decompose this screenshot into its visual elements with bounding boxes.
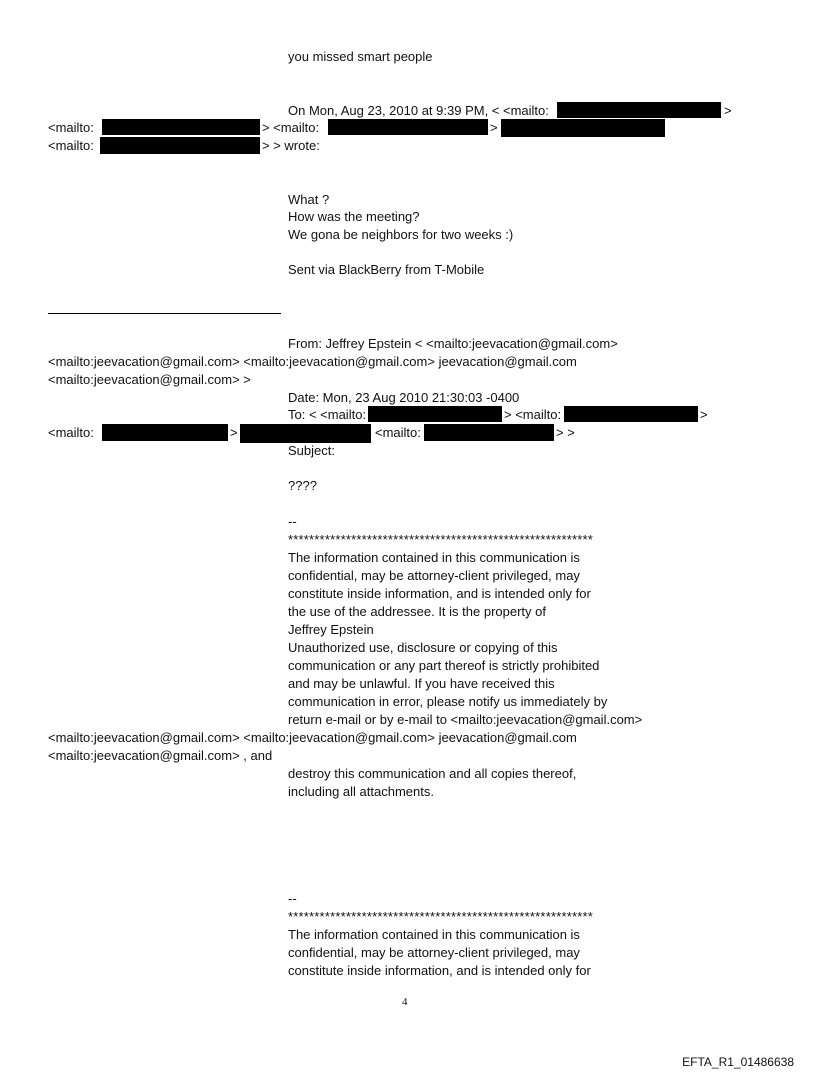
to-line-text: <mailto: <box>48 425 94 440</box>
to-line-text: > > <box>556 425 575 440</box>
disclaimer-line: constitute inside information, and is intended only for <box>288 586 591 601</box>
redaction-box <box>102 119 260 135</box>
quote-header-line: On Mon, Aug 23, 2010 at 9:39 PM, < <mailto: <box>288 103 549 118</box>
disclaimer-line: communication in error, please notify us immediately by <box>288 694 608 709</box>
redaction-box <box>424 424 554 441</box>
disclaimer-line: Jeffrey Epstein <box>288 622 374 637</box>
quote-header-text: > <mailto: <box>262 120 320 135</box>
signature-line: Sent via BlackBerry from T-Mobile <box>288 262 485 277</box>
subject-line: Subject: <box>288 443 335 458</box>
to-line-text: <mailto: <box>375 425 421 440</box>
redaction-box <box>368 406 502 422</box>
quote-header-text: > > wrote: <box>262 138 320 153</box>
body-line: ???? <box>288 478 317 493</box>
from-line-cont: <mailto:jeevacation@gmail.com> <mailto:jeevacation@gmail.com> jeevacation@gmail.com <box>48 354 577 369</box>
disclaimer-line: communication or any part thereof is strictly prohibited <box>288 658 600 673</box>
quote-header-text: <mailto: <box>48 138 94 153</box>
quote-header-text: > <box>490 120 498 135</box>
to-line: To: < <mailto: <box>288 407 367 422</box>
bates-number: EFTA_R1_01486638 <box>682 1055 794 1069</box>
disclaimer-line: <mailto:jeevacation@gmail.com> , and <box>48 748 273 763</box>
asterisk-rule: ********************************************************** <box>288 909 594 924</box>
sig-separator: -- <box>288 891 297 906</box>
sig-separator: -- <box>288 514 297 529</box>
asterisk-rule: ********************************************************** <box>288 532 594 547</box>
body-line: We gona be neighbors for two weeks :) <box>288 227 514 242</box>
disclaimer-line: return e-mail or by e-mail to <mailto:jeevacation@gmail.com> <box>288 712 643 727</box>
disclaimer-line: confidential, may be attorney-client privileged, may <box>288 945 580 960</box>
quote-header-text: > <box>724 103 732 118</box>
disclaimer-line: the use of the addressee. It is the property of <box>288 604 546 619</box>
from-line-cont: <mailto:jeevacation@gmail.com> > <box>48 372 251 387</box>
to-line-text: > <box>700 407 708 422</box>
page-number: 4 <box>402 996 408 1008</box>
disclaimer-line: constitute inside information, and is intended only for <box>288 963 591 978</box>
redaction-box <box>328 119 488 135</box>
body-line: What ? <box>288 192 330 207</box>
disclaimer-line: including all attachments. <box>288 784 434 799</box>
body-line: you missed smart people <box>288 49 433 64</box>
disclaimer-line: and may be unlawful. If you have received this <box>288 676 555 691</box>
separator-rule <box>48 313 281 314</box>
disclaimer-line: <mailto:jeevacation@gmail.com> <mailto:jeevacation@gmail.com> jeevacation@gmail.com <box>48 730 577 745</box>
date-line: Date: Mon, 23 Aug 2010 21:30:03 -0400 <box>288 390 520 405</box>
disclaimer-line: Unauthorized use, disclosure or copying of this <box>288 640 558 655</box>
disclaimer-line: confidential, may be attorney-client privileged, may <box>288 568 580 583</box>
redaction-box <box>501 119 665 137</box>
redaction-box <box>102 424 228 441</box>
to-line-text: > <mailto: <box>504 407 562 422</box>
from-line: From: Jeffrey Epstein < <mailto:jeevacation@gmail.com> <box>288 336 618 351</box>
body-line: How was the meeting? <box>288 209 420 224</box>
disclaimer-line: The information contained in this communication is <box>288 550 580 565</box>
redaction-box <box>240 424 371 443</box>
disclaimer-line: The information contained in this communication is <box>288 927 580 942</box>
quote-header-text: <mailto: <box>48 120 94 135</box>
disclaimer-line: destroy this communication and all copies thereof, <box>288 766 577 781</box>
to-line-text: > <box>230 425 238 440</box>
redaction-box <box>564 406 698 422</box>
redaction-box <box>100 137 260 154</box>
redaction-box <box>557 102 721 118</box>
